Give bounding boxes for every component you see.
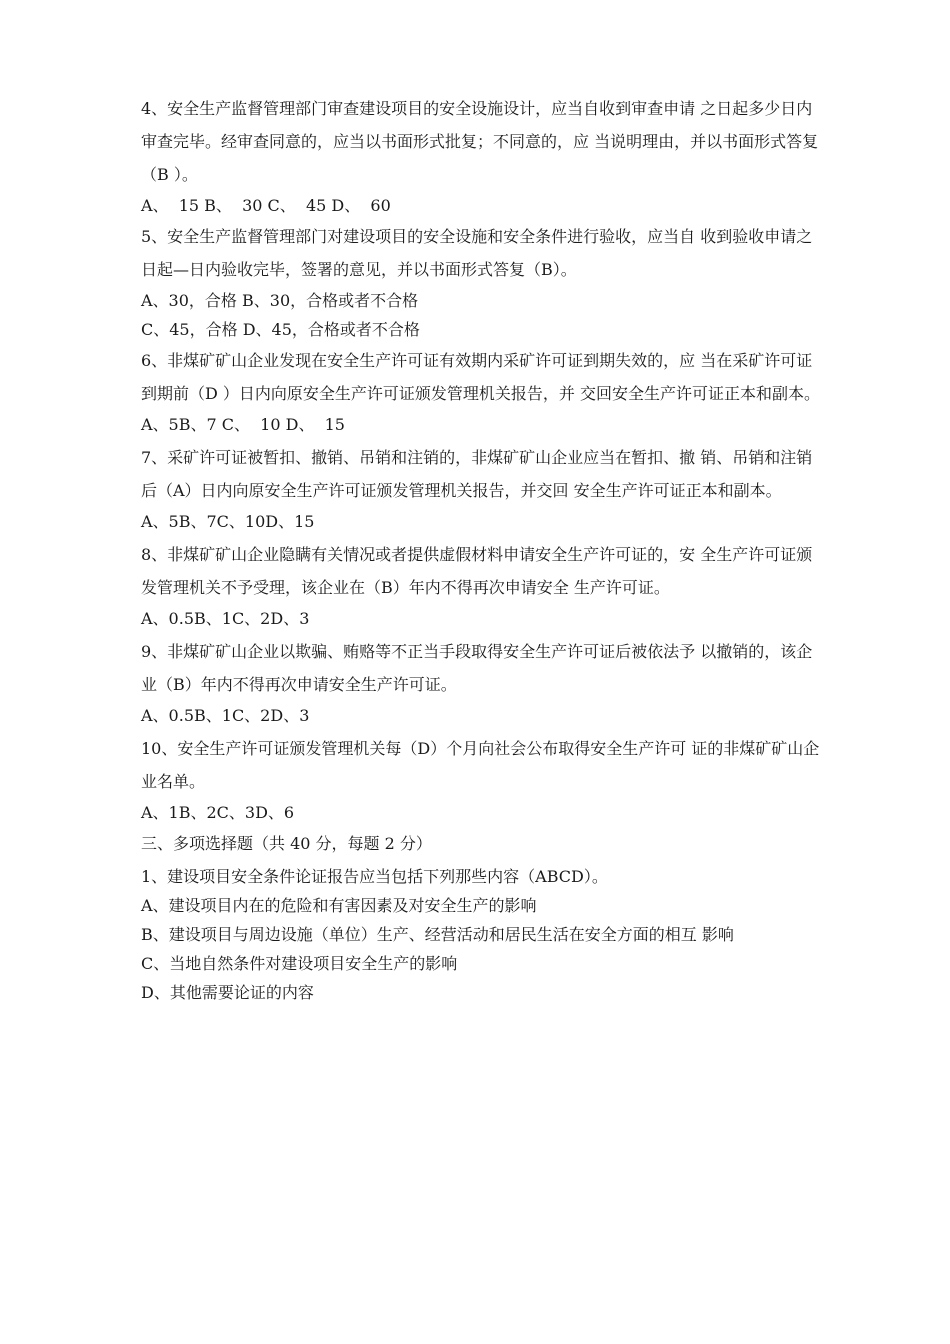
question-options: C、45，合格 D、45，合格或者不合格	[141, 320, 420, 339]
question-9	[141, 635, 821, 730]
question-text: 5、安全生产监督管理部门对建设项目的安全设施和安全条件进行验收，应当自 收到验收申请之日起—日内验收完毕，签署的意见，并以书面形式答复（B）。	[141, 227, 813, 279]
question-text: 8、非煤矿矿山企业隐瞒有关情况或者提供虚假材料申请安全生产许可证的，安 全生产许可证颁发管理机关不予受理，该企业在（B）年内不得再次申请安全 生产许可证。	[141, 545, 813, 597]
question-options: A、0.5B、1C、2D、3	[141, 609, 310, 628]
question-options: A、0.5B、1C、2D、3	[141, 706, 310, 725]
question-options: A、1B、2C、3D、6	[141, 803, 295, 822]
question-text: 6、非煤矿矿山企业发现在安全生产许可证有效期内采矿许可证到期失效的，应 当在采矿许可证到期前（D ）日内向原安全生产许可证颁发管理机关报告，并 交回安全生产许可证正本和副本。	[141, 351, 821, 403]
document-content	[141, 92, 821, 1007]
question-6	[141, 344, 821, 439]
question-options: A、30，合格 B、30，合格或者不合格	[141, 291, 419, 310]
section-title: 三、多项选择题（共 40 分，每题 2 分）	[141, 834, 432, 853]
question-5	[141, 220, 821, 344]
option-b: B、建设项目与周边设施（单位）生产、经营活动和居民生活在安全方面的相互 影响	[141, 925, 734, 944]
question-options: A、 15 B、 30 C、 45 D、 60	[141, 196, 391, 215]
question-text: 1、建设项目安全条件论证报告应当包括下列那些内容（ABCD）。	[141, 867, 608, 886]
question-options: A、5B、7C、10D、15	[141, 512, 315, 531]
question-4	[141, 92, 821, 220]
option-d: D、其他需要论证的内容	[141, 983, 314, 1002]
question-text: 9、非煤矿矿山企业以欺骗、贿赂等不正当手段取得安全生产许可证后被依法予 以撤销的，该企业（B）年内不得再次申请安全生产许可证。	[141, 642, 813, 694]
option-a: A、建设项目内在的危险和有害因素及对安全生产的影响	[141, 896, 537, 915]
question-text: 4、安全生产监督管理部门审查建设项目的安全设施设计，应当自收到审查申请 之日起多少日内审查完毕。经审查同意的，应当以书面形式批复；不同意的，应 当说明理由，并以书面形式答复（B ）。	[141, 99, 819, 184]
question-8	[141, 538, 821, 633]
question-text: 7、采矿许可证被暂扣、撤销、吊销和注销的，非煤矿矿山企业应当在暂扣、撤 销、吊销和注销后（A）日内向原安全生产许可证颁发管理机关报告，并交回 安全生产许可证正本和副本。	[141, 448, 813, 500]
option-c: C、当地自然条件对建设项目安全生产的影响	[141, 954, 458, 973]
question-text: 10、安全生产许可证颁发管理机关每（D）个月向社会公布取得安全生产许可 证的非煤矿矿山企业名单。	[141, 739, 820, 791]
question-options: A、5B、7 C、 10 D、 15	[141, 415, 345, 434]
question-7	[141, 441, 821, 536]
multi-question-1	[141, 862, 821, 1007]
question-10	[141, 732, 821, 827]
